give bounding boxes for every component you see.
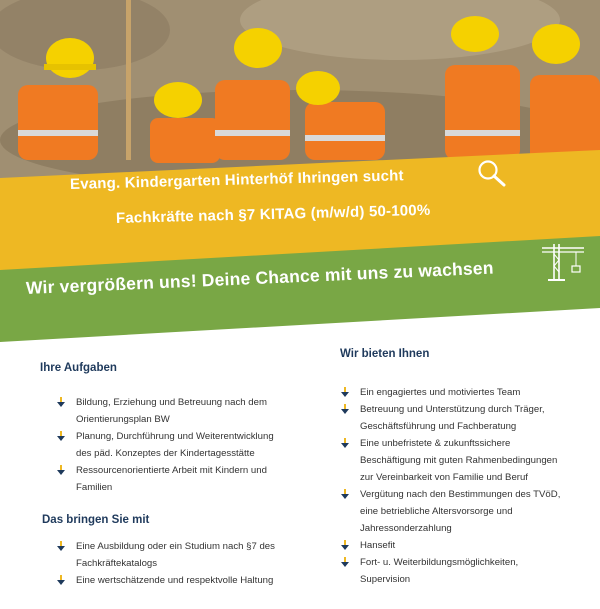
headline-employer: Evang. Kindergarten Hinterhöf Ihringen sucht bbox=[69, 167, 404, 193]
list-item: Fort- u. Weiterbildungsmöglichkeiten, Supervision bbox=[340, 554, 590, 588]
shovel-bullet-icon bbox=[340, 557, 350, 567]
offers-title: Wir bieten Ihnen bbox=[340, 348, 430, 360]
list-item: Planung, Durchführung und Weiterentwicklung des päd. Konzeptes der Kindertagesstätte bbox=[40, 428, 300, 462]
left-column bbox=[40, 362, 300, 609]
shovel-bullet-icon bbox=[56, 431, 66, 441]
list-item: Bildung, Erziehung und Betreuung nach dem Orientierungsplan BW bbox=[40, 394, 300, 428]
shovel-bullet-icon bbox=[56, 465, 66, 475]
shovel-bullet-icon bbox=[340, 489, 350, 499]
requirements-title: Das bringen Sie mit bbox=[42, 514, 150, 526]
list-item: Eine unbefristete & zukunftssichere Beschäftigung mit guten Rahmenbedingungen zur Vereinbarkeit von Familie und Beruf bbox=[340, 435, 590, 486]
shovel-bullet-icon bbox=[340, 438, 350, 448]
tasks-list bbox=[40, 394, 300, 496]
shovel-bullet-icon bbox=[56, 541, 66, 551]
headline-position: Fachkräfte nach §7 KITAG (m/w/d) 50-100% bbox=[115, 201, 431, 227]
shovel-bullet-icon bbox=[56, 575, 66, 585]
list-item: Betreuung und Unterstützung durch Träger, Geschäftsführung und Fachberatung bbox=[340, 401, 590, 435]
requirements-list bbox=[40, 538, 300, 589]
offers-list bbox=[340, 384, 590, 588]
list-item: Eine Ausbildung oder ein Studium nach §7 des Fachkräftekatalogs bbox=[40, 538, 300, 572]
shovel-bullet-icon bbox=[56, 397, 66, 407]
crane-icon bbox=[540, 240, 586, 282]
shovel-bullet-icon bbox=[340, 387, 350, 397]
tasks-title: Ihre Aufgaben bbox=[40, 362, 117, 374]
list-item: Hansefit bbox=[340, 537, 590, 554]
list-item: Ein engagiertes und motiviertes Team bbox=[340, 384, 590, 401]
list-item: Ressourcenorientierte Arbeit mit Kindern und Familien bbox=[40, 462, 300, 496]
magnifier-icon bbox=[476, 158, 508, 188]
shovel-bullet-icon bbox=[340, 404, 350, 414]
shovel-bullet-icon bbox=[340, 540, 350, 550]
list-item: Vergütung nach den Bestimmungen des TVöD, eine betriebliche Altersvorsorge und Jahressonderzahlung bbox=[340, 486, 590, 537]
list-item: Eine wertschätzende und respektvolle Haltung bbox=[40, 572, 300, 589]
right-column bbox=[340, 348, 590, 608]
slogan: Wir vergrößern uns! Deine Chance mit uns zu wachsen bbox=[25, 257, 495, 298]
